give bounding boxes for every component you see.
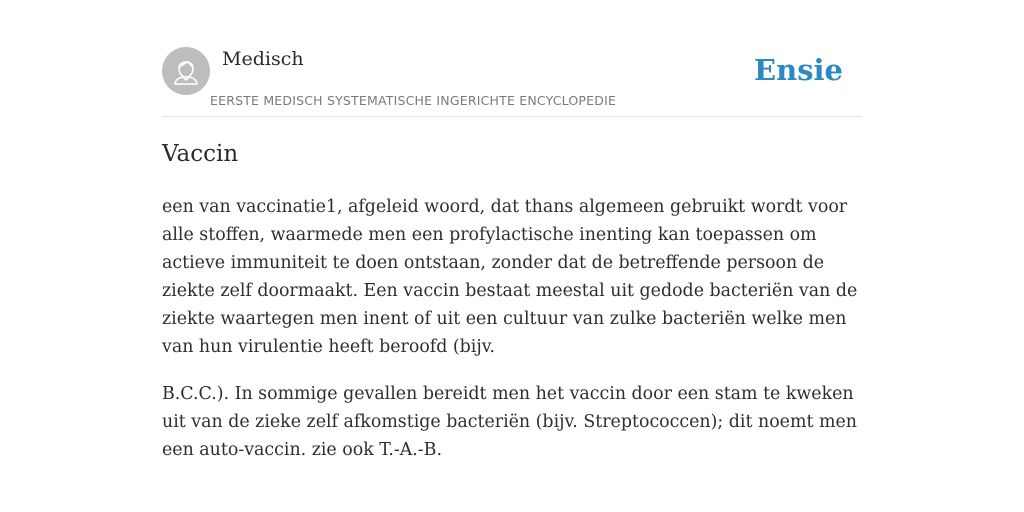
source-subtitle: EERSTE MEDISCH SYSTEMATISCHE INGERICHTE ENCYCLOPEDIE [210,93,617,108]
article-title: Vaccin [162,141,239,167]
source-name[interactable]: Medisch [222,48,304,70]
header [162,46,862,117]
article-paragraph: een van vaccinatie1, afgeleid woord, dat thans algemeen gebruikt wordt voor alle stoffen, waarmede men een profylactische inenting kan toepassen om actieve immuniteit te doen ontstaan, zonder dat de betreffende persoon de ziekte zelf doormaakt. Een vaccin bestaat meestal uit gedode bacteriën van de ziekte waartegen men inent of uit een cultuur van zulke bacteriën welke men van hun virulentie heeft beroofd (bijv. [162,197,858,357]
brand-logo[interactable]: Ensie [754,53,843,87]
article-body [162,193,868,483]
article-paragraph: B.C.C.). In sommige gevallen bereidt men het vaccin door een stam te kweken uit van de zieke zelf afkomstige bacteriën (bijv. Streptococcen); dit noemt men een auto-vaccin. zie ook T.-A.-B. [162,384,857,460]
user-icon[interactable] [162,47,210,95]
